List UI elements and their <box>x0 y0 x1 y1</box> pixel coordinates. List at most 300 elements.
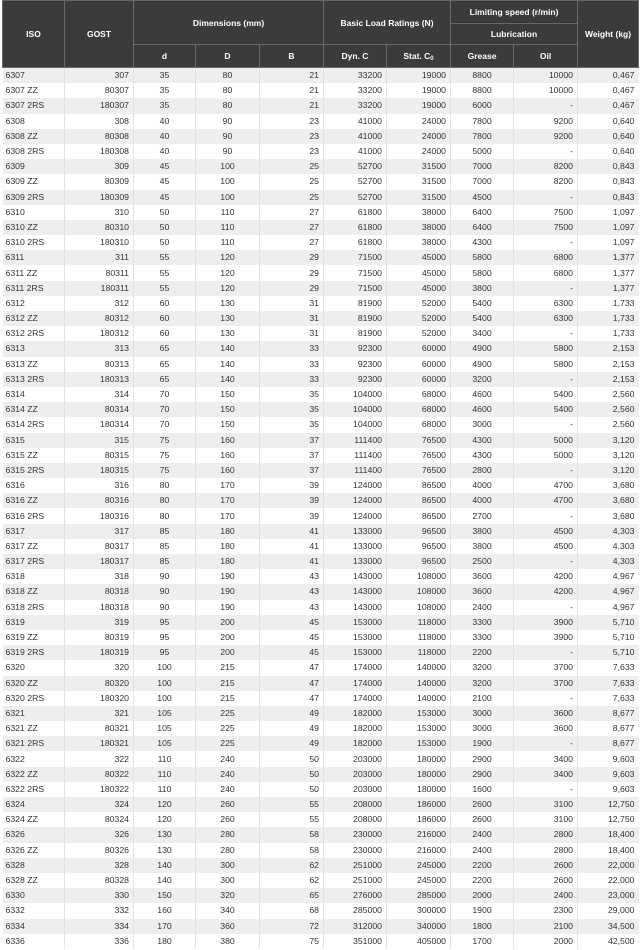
table-body <box>3 68 639 949</box>
cell-gost: 309 <box>65 159 134 174</box>
cell-dyn: 92300 <box>324 357 387 372</box>
cell-iso: 6321 <box>3 706 65 721</box>
cell-d: 40 <box>134 144 196 159</box>
cell-grease: 3800 <box>451 539 514 554</box>
cell-grease: 1600 <box>451 782 514 797</box>
cell-B: 41 <box>260 524 324 539</box>
table-row <box>3 281 639 296</box>
cell-iso: 6310 2RS <box>3 235 65 250</box>
cell-B: 31 <box>260 326 324 341</box>
cell-iso: 6308 <box>3 114 65 129</box>
table-row <box>3 600 639 615</box>
cell-D: 130 <box>196 296 260 311</box>
cell-iso: 6311 2RS <box>3 281 65 296</box>
cell-grease: 3200 <box>451 372 514 387</box>
cell-stat: 68000 <box>387 387 451 402</box>
table-row <box>3 478 639 493</box>
table-row <box>3 873 639 888</box>
cell-D: 110 <box>196 220 260 235</box>
cell-B: 25 <box>260 174 324 189</box>
cell-d: 110 <box>134 782 196 797</box>
cell-grease: 3300 <box>451 615 514 630</box>
cell-stat: 153000 <box>387 706 451 721</box>
cell-gost: 80307 <box>65 83 134 98</box>
cell-D: 170 <box>196 508 260 523</box>
header-limiting-speed: Limiting speed (r/min) <box>451 1 578 24</box>
cell-d: 120 <box>134 797 196 812</box>
cell-B: 43 <box>260 584 324 599</box>
cell-iso: 6316 2RS <box>3 508 65 523</box>
cell-dyn: 251000 <box>324 858 387 873</box>
cell-weight: 18,400 <box>578 827 639 842</box>
cell-grease: 2200 <box>451 873 514 888</box>
cell-B: 39 <box>260 493 324 508</box>
header-stat-label: Stat. C <box>403 50 431 61</box>
cell-dyn: 143000 <box>324 584 387 599</box>
cell-d: 170 <box>134 919 196 934</box>
cell-weight: 0,640 <box>578 129 639 144</box>
cell-weight: 0,467 <box>578 98 639 113</box>
cell-B: 35 <box>260 387 324 402</box>
cell-grease: 4900 <box>451 341 514 356</box>
cell-iso: 6332 <box>3 903 65 918</box>
cell-B: 41 <box>260 554 324 569</box>
cell-iso: 6312 <box>3 296 65 311</box>
cell-weight: 1,733 <box>578 326 639 341</box>
cell-B: 33 <box>260 341 324 356</box>
cell-dyn: 52700 <box>324 159 387 174</box>
cell-B: 29 <box>260 250 324 265</box>
cell-dyn: 153000 <box>324 645 387 660</box>
cell-iso: 6315 2RS <box>3 463 65 478</box>
cell-gost: 322 <box>65 751 134 766</box>
cell-D: 380 <box>196 934 260 949</box>
cell-stat: 52000 <box>387 311 451 326</box>
cell-stat: 118000 <box>387 615 451 630</box>
cell-grease: 7000 <box>451 174 514 189</box>
cell-d: 80 <box>134 478 196 493</box>
cell-iso: 6324 ZZ <box>3 812 65 827</box>
cell-iso: 6318 ZZ <box>3 584 65 599</box>
cell-weight: 4,303 <box>578 539 639 554</box>
cell-d: 45 <box>134 190 196 205</box>
table-row <box>3 508 639 523</box>
table-row <box>3 250 639 265</box>
cell-stat: 285000 <box>387 888 451 903</box>
cell-D: 200 <box>196 615 260 630</box>
cell-oil: 2000 <box>514 934 578 949</box>
cell-iso: 6315 <box>3 433 65 448</box>
table-row <box>3 326 639 341</box>
cell-stat: 96500 <box>387 524 451 539</box>
cell-B: 33 <box>260 372 324 387</box>
cell-dyn: 41000 <box>324 144 387 159</box>
cell-stat: 96500 <box>387 539 451 554</box>
cell-iso: 6307 <box>3 68 65 84</box>
cell-B: 23 <box>260 114 324 129</box>
cell-gost: 318 <box>65 569 134 584</box>
cell-d: 60 <box>134 326 196 341</box>
cell-stat: 68000 <box>387 417 451 432</box>
cell-iso: 6313 <box>3 341 65 356</box>
cell-grease: 3600 <box>451 569 514 584</box>
table-row <box>3 660 639 675</box>
cell-grease: 5400 <box>451 311 514 326</box>
table-row <box>3 676 639 691</box>
cell-dyn: 208000 <box>324 797 387 812</box>
cell-grease: 2600 <box>451 797 514 812</box>
cell-gost: 80326 <box>65 843 134 858</box>
cell-dyn: 312000 <box>324 919 387 934</box>
cell-grease: 6000 <box>451 98 514 113</box>
cell-oil: - <box>514 372 578 387</box>
cell-d: 45 <box>134 174 196 189</box>
cell-d: 50 <box>134 235 196 250</box>
header-dyn: Dyn. C <box>324 45 387 68</box>
table-row <box>3 402 639 417</box>
cell-d: 50 <box>134 220 196 235</box>
cell-weight: 2,153 <box>578 341 639 356</box>
cell-iso: 6319 2RS <box>3 645 65 660</box>
cell-gost: 180312 <box>65 326 134 341</box>
cell-stat: 186000 <box>387 797 451 812</box>
cell-weight: 1,097 <box>578 235 639 250</box>
cell-D: 130 <box>196 326 260 341</box>
cell-dyn: 33200 <box>324 83 387 98</box>
cell-D: 200 <box>196 645 260 660</box>
cell-gost: 180318 <box>65 600 134 615</box>
cell-gost: 319 <box>65 615 134 630</box>
cell-B: 43 <box>260 600 324 615</box>
cell-oil: 3100 <box>514 797 578 812</box>
cell-oil: - <box>514 417 578 432</box>
cell-D: 240 <box>196 767 260 782</box>
cell-weight: 3,680 <box>578 493 639 508</box>
table-row <box>3 220 639 235</box>
cell-gost: 328 <box>65 858 134 873</box>
cell-grease: 4600 <box>451 402 514 417</box>
cell-D: 280 <box>196 843 260 858</box>
cell-grease: 3800 <box>451 281 514 296</box>
cell-B: 55 <box>260 797 324 812</box>
cell-grease: 4000 <box>451 478 514 493</box>
cell-d: 55 <box>134 265 196 280</box>
cell-grease: 2500 <box>451 554 514 569</box>
cell-stat: 108000 <box>387 569 451 584</box>
cell-D: 215 <box>196 660 260 675</box>
table-row <box>3 296 639 311</box>
cell-d: 85 <box>134 554 196 569</box>
cell-D: 80 <box>196 98 260 113</box>
cell-weight: 3,680 <box>578 478 639 493</box>
cell-weight: 1,733 <box>578 296 639 311</box>
cell-stat: 186000 <box>387 812 451 827</box>
cell-grease: 3300 <box>451 630 514 645</box>
cell-stat: 76500 <box>387 448 451 463</box>
cell-oil: 5400 <box>514 402 578 417</box>
cell-dyn: 203000 <box>324 767 387 782</box>
cell-D: 180 <box>196 524 260 539</box>
cell-gost: 180309 <box>65 190 134 205</box>
cell-gost: 180322 <box>65 782 134 797</box>
cell-D: 100 <box>196 159 260 174</box>
cell-D: 240 <box>196 782 260 797</box>
cell-weight: 2,153 <box>578 372 639 387</box>
cell-d: 140 <box>134 858 196 873</box>
cell-D: 280 <box>196 827 260 842</box>
cell-stat: 52000 <box>387 326 451 341</box>
cell-gost: 80314 <box>65 402 134 417</box>
cell-grease: 2600 <box>451 812 514 827</box>
cell-d: 40 <box>134 129 196 144</box>
cell-B: 49 <box>260 721 324 736</box>
cell-oil: 2800 <box>514 827 578 842</box>
cell-iso: 6312 2RS <box>3 326 65 341</box>
cell-D: 150 <box>196 387 260 402</box>
cell-grease: 5800 <box>451 265 514 280</box>
cell-gost: 324 <box>65 797 134 812</box>
cell-oil: 8200 <box>514 174 578 189</box>
cell-grease: 2700 <box>451 508 514 523</box>
cell-D: 90 <box>196 144 260 159</box>
cell-B: 50 <box>260 782 324 797</box>
cell-stat: 38000 <box>387 220 451 235</box>
cell-stat: 31500 <box>387 190 451 205</box>
cell-B: 47 <box>260 691 324 706</box>
cell-oil: 7500 <box>514 205 578 220</box>
cell-iso: 6321 ZZ <box>3 721 65 736</box>
table-row <box>3 888 639 903</box>
cell-D: 130 <box>196 311 260 326</box>
cell-weight: 7,633 <box>578 676 639 691</box>
cell-d: 75 <box>134 433 196 448</box>
cell-iso: 6322 <box>3 751 65 766</box>
cell-stat: 60000 <box>387 357 451 372</box>
cell-D: 100 <box>196 190 260 205</box>
cell-gost: 80317 <box>65 539 134 554</box>
cell-stat: 86500 <box>387 478 451 493</box>
cell-weight: 0,640 <box>578 144 639 159</box>
cell-dyn: 111400 <box>324 433 387 448</box>
cell-stat: 96500 <box>387 554 451 569</box>
cell-stat: 45000 <box>387 281 451 296</box>
cell-d: 95 <box>134 630 196 645</box>
cell-iso: 6319 <box>3 615 65 630</box>
table-row <box>3 569 639 584</box>
cell-grease: 6400 <box>451 205 514 220</box>
cell-d: 140 <box>134 873 196 888</box>
cell-D: 180 <box>196 539 260 554</box>
cell-gost: 315 <box>65 433 134 448</box>
cell-B: 31 <box>260 296 324 311</box>
cell-B: 58 <box>260 843 324 858</box>
cell-stat: 86500 <box>387 508 451 523</box>
table-row <box>3 205 639 220</box>
cell-weight: 22,000 <box>578 858 639 873</box>
cell-D: 260 <box>196 812 260 827</box>
cell-iso: 6310 ZZ <box>3 220 65 235</box>
cell-oil: 3900 <box>514 630 578 645</box>
cell-B: 27 <box>260 220 324 235</box>
cell-stat: 60000 <box>387 341 451 356</box>
table-row <box>3 159 639 174</box>
cell-B: 62 <box>260 873 324 888</box>
cell-oil: 4700 <box>514 478 578 493</box>
cell-stat: 45000 <box>387 265 451 280</box>
cell-dyn: 52700 <box>324 174 387 189</box>
table-row <box>3 114 639 129</box>
cell-B: 21 <box>260 68 324 84</box>
cell-weight: 0,843 <box>578 174 639 189</box>
header-stat-sub: 0 <box>430 55 434 62</box>
cell-gost: 180315 <box>65 463 134 478</box>
cell-grease: 8800 <box>451 83 514 98</box>
cell-iso: 6309 <box>3 159 65 174</box>
cell-B: 27 <box>260 235 324 250</box>
cell-weight: 9,603 <box>578 767 639 782</box>
cell-iso: 6317 <box>3 524 65 539</box>
cell-weight: 29,000 <box>578 903 639 918</box>
cell-d: 90 <box>134 584 196 599</box>
cell-stat: 405000 <box>387 934 451 949</box>
cell-dyn: 124000 <box>324 478 387 493</box>
cell-D: 90 <box>196 114 260 129</box>
cell-D: 190 <box>196 569 260 584</box>
cell-d: 100 <box>134 676 196 691</box>
cell-gost: 180321 <box>65 736 134 751</box>
cell-gost: 317 <box>65 524 134 539</box>
cell-d: 60 <box>134 296 196 311</box>
cell-weight: 1,733 <box>578 311 639 326</box>
cell-oil: 4500 <box>514 539 578 554</box>
cell-B: 68 <box>260 903 324 918</box>
table-row <box>3 858 639 873</box>
cell-gost: 180313 <box>65 372 134 387</box>
cell-gost: 180314 <box>65 417 134 432</box>
cell-weight: 0,843 <box>578 190 639 205</box>
cell-B: 58 <box>260 827 324 842</box>
cell-B: 37 <box>260 433 324 448</box>
cell-iso: 6313 ZZ <box>3 357 65 372</box>
cell-grease: 3200 <box>451 676 514 691</box>
table-row <box>3 83 639 98</box>
cell-gost: 80319 <box>65 630 134 645</box>
table-row <box>3 721 639 736</box>
cell-gost: 180319 <box>65 645 134 660</box>
cell-B: 55 <box>260 812 324 827</box>
cell-gost: 321 <box>65 706 134 721</box>
cell-stat: 31500 <box>387 174 451 189</box>
cell-d: 65 <box>134 341 196 356</box>
cell-weight: 7,633 <box>578 660 639 675</box>
cell-dyn: 230000 <box>324 843 387 858</box>
cell-iso: 6324 <box>3 797 65 812</box>
cell-gost: 180320 <box>65 691 134 706</box>
cell-D: 260 <box>196 797 260 812</box>
table-row <box>3 615 639 630</box>
cell-d: 90 <box>134 569 196 584</box>
cell-dyn: 61800 <box>324 235 387 250</box>
cell-B: 37 <box>260 463 324 478</box>
cell-D: 225 <box>196 721 260 736</box>
cell-iso: 6310 <box>3 205 65 220</box>
cell-dyn: 351000 <box>324 934 387 949</box>
cell-weight: 8,677 <box>578 721 639 736</box>
cell-d: 160 <box>134 903 196 918</box>
cell-stat: 118000 <box>387 645 451 660</box>
cell-B: 49 <box>260 706 324 721</box>
cell-d: 95 <box>134 645 196 660</box>
cell-D: 215 <box>196 691 260 706</box>
cell-gost: 334 <box>65 919 134 934</box>
cell-dyn: 285000 <box>324 903 387 918</box>
cell-d: 55 <box>134 281 196 296</box>
cell-B: 21 <box>260 98 324 113</box>
cell-gost: 80322 <box>65 767 134 782</box>
cell-iso: 6314 2RS <box>3 417 65 432</box>
cell-dyn: 104000 <box>324 387 387 402</box>
table-row <box>3 630 639 645</box>
cell-B: 50 <box>260 751 324 766</box>
cell-D: 120 <box>196 250 260 265</box>
cell-grease: 3000 <box>451 417 514 432</box>
cell-oil: 5000 <box>514 433 578 448</box>
cell-grease: 4500 <box>451 190 514 205</box>
cell-weight: 5,710 <box>578 645 639 660</box>
cell-D: 110 <box>196 205 260 220</box>
cell-oil: - <box>514 554 578 569</box>
cell-grease: 3800 <box>451 524 514 539</box>
cell-grease: 3400 <box>451 326 514 341</box>
cell-stat: 68000 <box>387 402 451 417</box>
cell-gost: 312 <box>65 296 134 311</box>
cell-oil: 4200 <box>514 584 578 599</box>
cell-weight: 4,967 <box>578 569 639 584</box>
cell-grease: 4900 <box>451 357 514 372</box>
cell-grease: 3000 <box>451 721 514 736</box>
cell-stat: 38000 <box>387 235 451 250</box>
cell-B: 23 <box>260 129 324 144</box>
cell-iso: 6307 ZZ <box>3 83 65 98</box>
cell-dyn: 33200 <box>324 68 387 84</box>
cell-D: 110 <box>196 235 260 250</box>
cell-gost: 330 <box>65 888 134 903</box>
cell-D: 100 <box>196 174 260 189</box>
cell-dyn: 153000 <box>324 630 387 645</box>
cell-oil: - <box>514 463 578 478</box>
cell-gost: 307 <box>65 68 134 84</box>
cell-gost: 80315 <box>65 448 134 463</box>
cell-oil: 2600 <box>514 873 578 888</box>
table-row <box>3 919 639 934</box>
cell-iso: 6316 <box>3 478 65 493</box>
cell-gost: 80318 <box>65 584 134 599</box>
cell-d: 70 <box>134 417 196 432</box>
cell-iso: 6314 ZZ <box>3 402 65 417</box>
cell-B: 29 <box>260 281 324 296</box>
cell-stat: 24000 <box>387 129 451 144</box>
cell-dyn: 174000 <box>324 676 387 691</box>
cell-stat: 60000 <box>387 372 451 387</box>
cell-d: 110 <box>134 751 196 766</box>
cell-dyn: 133000 <box>324 539 387 554</box>
cell-stat: 180000 <box>387 782 451 797</box>
cell-oil: 2400 <box>514 888 578 903</box>
table-row <box>3 691 639 706</box>
cell-weight: 22,000 <box>578 873 639 888</box>
cell-D: 80 <box>196 83 260 98</box>
cell-gost: 336 <box>65 934 134 949</box>
